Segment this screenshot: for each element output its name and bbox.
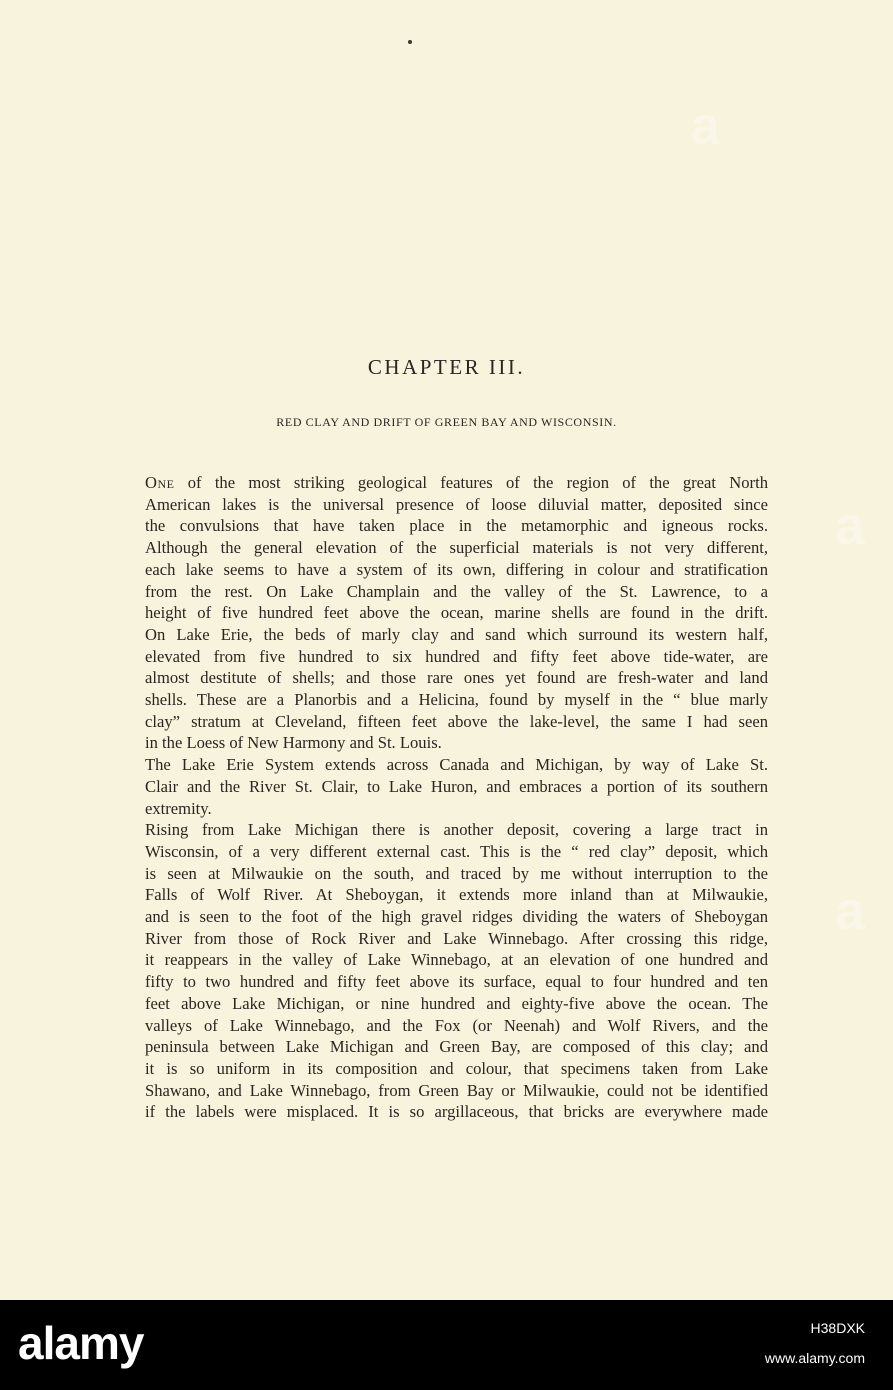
text-line: if the labels were misplaced. It is so argillaceous, that bricks are everywhere made	[145, 1102, 768, 1122]
body-text	[145, 472, 768, 1123]
text-line: height of five hundred feet above the ocean, marine shells are found in the drift.	[145, 603, 768, 623]
text-line: from the rest. On Lake Champlain and the valley of the St. Lawrence, to a	[145, 581, 768, 601]
stock-footer-bar	[0, 1300, 893, 1390]
text-line: the convulsions that have taken place in the metamorphic and igneous rocks.	[145, 516, 768, 536]
text-line: feet above Lake Michigan, or nine hundred and eighty-five above the ocean. The	[145, 993, 768, 1013]
paragraph-2	[145, 754, 768, 819]
text-line: valleys of Lake Winnebago, and the Fox (or Neenah) and Wolf Rivers, and the	[145, 1015, 768, 1035]
text-line: clay” stratum at Cleveland, fifteen feet above the lake-level, the same I had seen	[145, 711, 768, 731]
text-line: extremity.	[145, 798, 212, 818]
text-line: River from those of Rock River and Lake Winnebago. After crossing this ridge,	[145, 928, 768, 948]
first-word: One	[145, 473, 175, 492]
site-url: www.alamy.com	[764, 1350, 865, 1366]
text-line: Although the general elevation of the superficial materials is not very different,	[145, 538, 768, 558]
text-line: is seen at Milwaukie on the south, and traced by me without interruption to the	[145, 863, 768, 883]
watermark-logo: a	[835, 881, 866, 941]
text-line: peninsula between Lake Michigan and Green Bay, are composed of this clay; and	[145, 1037, 768, 1057]
paragraph-3	[145, 819, 768, 1123]
text-line: each lake seems to have a system of its own, differing in colour and stratification	[145, 559, 768, 579]
text-line: On Lake Erie, the beds of marly clay and sand which surround its western half,	[145, 624, 768, 644]
text-line: Clair and the River St. Clair, to Lake Huron, and embraces a portion of its southern	[145, 776, 768, 796]
brand-logo: alamy	[18, 1317, 144, 1369]
text-line: shells. These are a Planorbis and a Helicina, found by myself in the “ blue marly	[145, 690, 768, 710]
text-line: Shawano, and Lake Winnebago, from Green Bay or Milwaukie, could not be identified	[145, 1080, 768, 1100]
watermark-logo: a	[690, 96, 721, 156]
text-line: and is seen to the foot of the high gravel ridges dividing the waters of Sheboygan	[145, 907, 768, 927]
chapter-subtitle: RED CLAY AND DRIFT OF GREEN BAY AND WISCONSIN.	[276, 415, 617, 429]
text-line: Wisconsin, of a very different external cast. This is the “ red clay” deposit, which	[145, 841, 768, 861]
image-id: H38DXK	[810, 1320, 865, 1336]
text-line: The Lake Erie System extends across Canada and Michigan, by way of Lake St.	[145, 755, 768, 775]
text-line: in the Loess of New Harmony and St. Louis.	[145, 733, 442, 753]
text-line: Rising from Lake Michigan there is another deposit, covering a large tract in	[145, 820, 768, 840]
page-mark	[408, 40, 412, 44]
text-line: elevated from five hundred to six hundred and fifty feet above tide-water, are	[145, 646, 768, 666]
text-line: fifty to two hundred and fifty feet above its surface, equal to four hundred and ten	[145, 972, 768, 992]
paragraph-1	[145, 472, 768, 754]
text-line: American lakes is the universal presence of loose diluvial matter, deposited since	[145, 494, 768, 514]
text-line: Falls of Wolf River. At Sheboygan, it extends more inland than at Milwaukie,	[145, 885, 768, 905]
text-line: almost destitute of shells; and those rare ones yet found are fresh-water and land	[145, 668, 768, 688]
watermark-logo: a	[835, 496, 866, 556]
chapter-title: CHAPTER III.	[367, 355, 526, 379]
text-line: it is so uniform in its composition and colour, that specimens taken from Lake	[145, 1058, 768, 1078]
text-line: it reappears in the valley of Lake Winnebago, at an elevation of one hundred and	[145, 950, 768, 970]
text-line: One of the most striking geological features of the region of the great North	[145, 473, 768, 492]
